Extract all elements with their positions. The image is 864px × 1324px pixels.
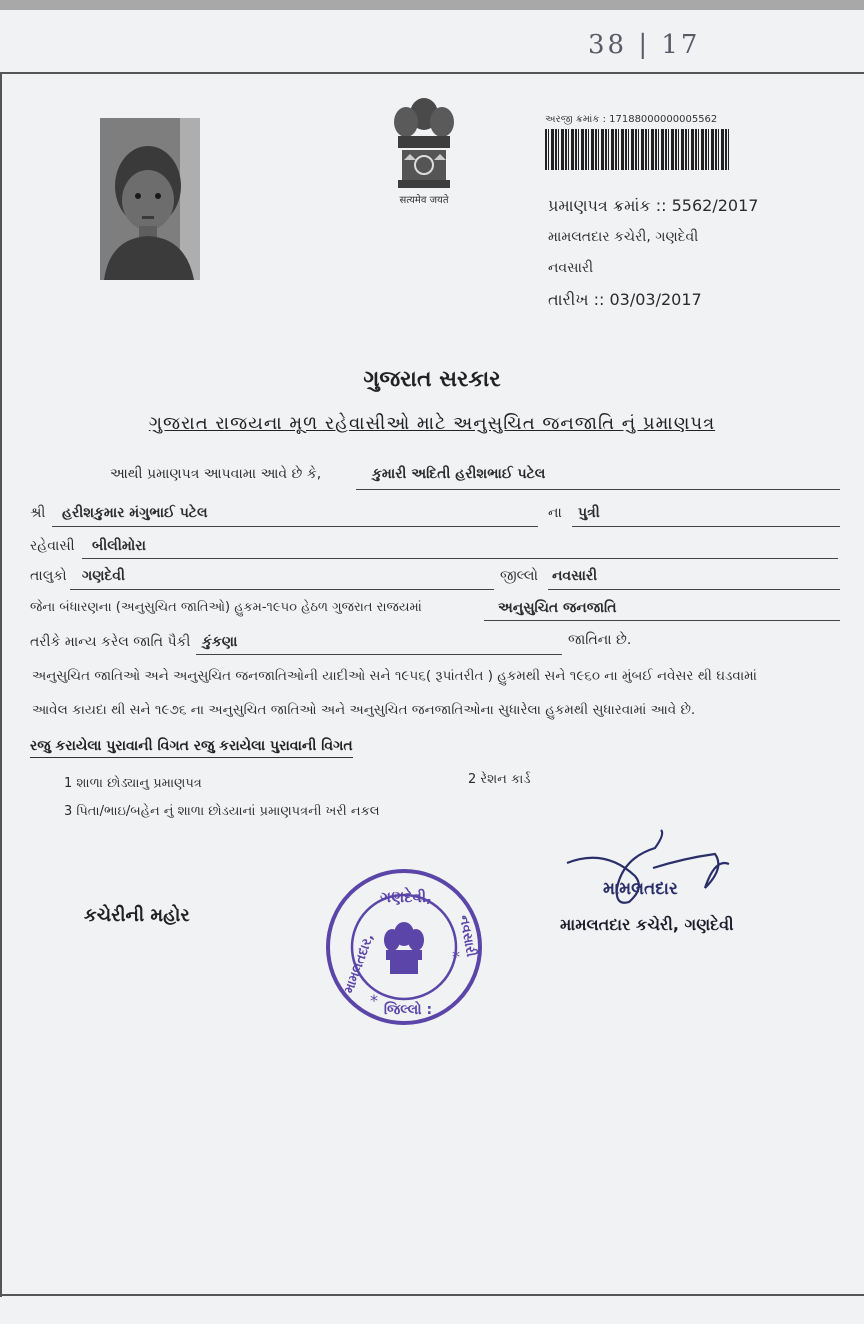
seal-top-text: ગણદેવી, bbox=[380, 888, 432, 906]
round-stamp-icon bbox=[324, 866, 484, 1028]
resident-place: બીલીમોરા bbox=[92, 538, 146, 554]
category: અનુસુચિત જનજાતિ bbox=[498, 600, 617, 616]
svg-text:*: * bbox=[370, 991, 378, 1010]
father-name: હરીશકુમાર મંગુભાઈ પટેલ bbox=[62, 505, 208, 521]
barcode bbox=[545, 129, 729, 170]
frame-bottom-border bbox=[0, 1294, 864, 1296]
issuing-office: મામલતદાર કચેરી, ગણદેવી bbox=[548, 229, 699, 245]
order-label: જેના બંધારણના (અનુસુચિત જાતિઓ) હુકમ-૧૯૫૦ હેઠળ ગુજરાત રાજયમાં bbox=[30, 600, 422, 615]
issuing-district: નવસારી bbox=[548, 260, 594, 276]
caste-suffix: જાતિના છે. bbox=[568, 632, 632, 648]
evidence-item: 3 પિતા/ભાઇ/બહેન નું શાળા છોડયાનાં પ્રમાણપત્રની ખરી નકલ bbox=[64, 804, 380, 819]
evidence-heading: રજુ કરાયેલા પુરાવાની વિગત રજુ કરાયેલા પુરાવાની વિગત bbox=[30, 738, 353, 758]
person-silhouette-icon bbox=[100, 118, 200, 280]
taluka-label: તાલુકો bbox=[30, 568, 67, 584]
legal-paragraph-line1: અનુસુચિત જાતિઓ અને અનુસુચિત જનજાતિઓની યાદીઓ સને ૧૯૫૬( રૂપાંતરીત ) હુકમથી સને ૧૯૬૦ ના મુંબઈ નવેસર થી ઘડવામાં bbox=[32, 668, 757, 684]
signature-scribble-icon bbox=[565, 828, 735, 908]
frame-left-border bbox=[0, 72, 2, 1297]
lion-capital-icon bbox=[388, 92, 460, 190]
frame-top-border bbox=[0, 72, 864, 74]
relation: પુત્રી bbox=[578, 505, 600, 521]
underline bbox=[484, 620, 840, 621]
svg-text:*: * bbox=[452, 947, 460, 966]
intro-label: આથી પ્રમાણપત્ર આપવામા આવે છે કે, bbox=[110, 466, 322, 482]
underline bbox=[82, 558, 838, 559]
seal-bottom-text: જિલ્લો : bbox=[383, 1002, 433, 1018]
seal-left-text: મામલતદાર, bbox=[341, 931, 378, 996]
underline bbox=[52, 526, 538, 527]
district-label: જીલ્લો bbox=[500, 568, 538, 584]
applicant-photo bbox=[100, 118, 200, 280]
handwritten-page-mark: 38 | 17 bbox=[588, 30, 701, 60]
emblem-caption: सत्यमेव जयते bbox=[399, 195, 449, 206]
taluka: ગણદેવી bbox=[82, 568, 125, 584]
underline bbox=[196, 654, 562, 655]
underline bbox=[70, 589, 494, 590]
na-label: ના bbox=[548, 505, 562, 521]
underline bbox=[572, 526, 840, 527]
recognized-label: તરીકે માન્ય કરેલ જાતિ પૈકી bbox=[30, 634, 191, 650]
seal-right-text: નવસારી bbox=[456, 914, 479, 959]
signature-text: મામલતદાર bbox=[603, 879, 678, 899]
office-seal-label: કચેરીની મહોર bbox=[84, 905, 190, 926]
district: નવસારી bbox=[552, 568, 598, 584]
certificate-number: પ્રમાણપત્ર ક્રમાંક :: 5562/2017 bbox=[548, 196, 759, 215]
national-emblem bbox=[388, 92, 460, 204]
underline bbox=[356, 489, 840, 490]
signature bbox=[565, 828, 735, 908]
underline bbox=[548, 589, 840, 590]
evidence-item: 1 શાળા છોડ્યાનુ પ્રમાણપત્ર bbox=[64, 776, 202, 791]
candidate-name: કુમારી અદિતી હરીશભાઈ પટેલ bbox=[372, 466, 546, 482]
evidence-item: 2 રેશન કાર્ડ bbox=[468, 772, 531, 787]
certificate-title: ગુજરાત રાજયના મૂળ રહેવાસીઓ માટે અનુસુચિત જનજાતિ નું પ્રમાણપત્ર bbox=[148, 413, 716, 434]
office-seal-stamp bbox=[324, 866, 484, 1028]
shri-label: શ્રી bbox=[30, 505, 46, 521]
resident-label: રહેવાસી bbox=[30, 538, 75, 554]
application-number: અરજી ક્રમાંક : 17188000000005562 bbox=[545, 114, 718, 125]
legal-paragraph-line2: આવેલ કાયદા થી સને ૧૯૭૬ ના અનુસુચિત જાતિઓ અને અનુસુચિત જનજાતિઓના સુધારેલા હુકમથી સુધારવામાં આવે છે. bbox=[32, 702, 696, 718]
issue-date: તારીખ :: 03/03/2017 bbox=[548, 290, 702, 309]
government-title: ગુજરાત સરકાર bbox=[363, 367, 501, 392]
signing-authority: મામલતદાર કચેરી, ગણદેવી bbox=[560, 915, 734, 934]
caste: કુંકણા bbox=[202, 634, 238, 650]
top-edge bbox=[0, 0, 864, 10]
